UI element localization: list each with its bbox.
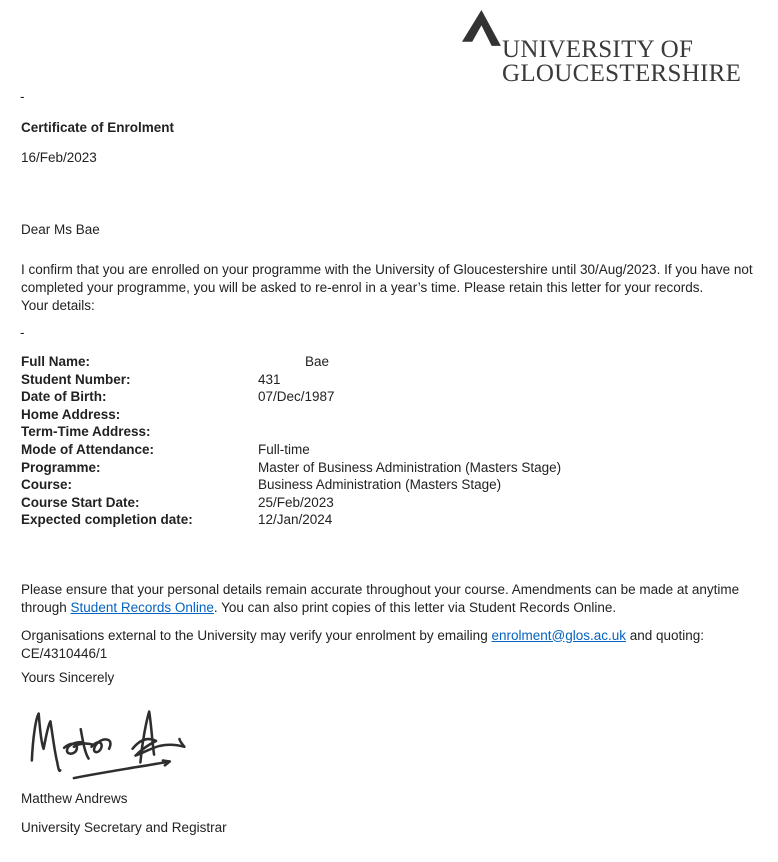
- detail-value: 431: [258, 371, 281, 387]
- detail-value: Full-time: [258, 441, 310, 457]
- letter-date: 16/Feb/2023: [21, 150, 97, 165]
- university-logo-chevron-icon: [462, 10, 506, 50]
- details-row: [21, 494, 758, 512]
- logo-line2: GLOUCESTERSHIRE: [502, 60, 742, 87]
- detail-label: Full Name:: [21, 354, 91, 369]
- signatory-name: Matthew Andrews: [21, 791, 128, 806]
- student-records-online-link[interactable]: Student Records Online: [70, 599, 214, 615]
- details-row: [21, 459, 758, 477]
- details-row: [21, 353, 758, 371]
- details-row: [21, 388, 758, 406]
- detail-label: Course Start Date:: [21, 494, 140, 510]
- detail-value: [258, 406, 758, 424]
- detail-value: Business Administration (Masters Stage): [258, 477, 502, 493]
- detail-label: Home Address:: [21, 406, 121, 422]
- detail-value: 25/Feb/2023: [258, 494, 334, 510]
- detail-value: Bae: [305, 354, 330, 369]
- verification-paragraph: [21, 627, 758, 663]
- records-text-pre: Please ensure that your personal details remain accurate throughout your course. Amendments can be made at anytime through: [21, 581, 740, 615]
- details-row: [21, 476, 758, 494]
- signatory-title: University Secretary and Registrar: [21, 820, 227, 835]
- logo-line1: UNIVERSITY OF: [502, 36, 694, 63]
- salutation: Dear Ms Bae: [21, 222, 100, 237]
- records-text-post: . You can also print copies of this letter via Student Records Online.: [213, 599, 617, 615]
- details-row: [21, 406, 758, 424]
- enrolment-email-link[interactable]: enrolment@glos.ac.uk: [491, 627, 626, 643]
- letter-title: Certificate of Enrolment: [21, 120, 175, 135]
- detail-label: Term-Time Address:: [21, 424, 151, 440]
- details-heading: Your details:: [21, 298, 95, 313]
- records-paragraph: [21, 581, 758, 617]
- university-logo-wordmark: [502, 38, 741, 86]
- verify-text-pre: Organisations external to the University may verify your enrolment by emailing: [21, 627, 492, 643]
- redacted-dash-details: -: [20, 325, 25, 340]
- verify-text-post: and quoting: CE/4310446/1: [21, 627, 705, 661]
- redacted-dash-top: -: [20, 89, 25, 104]
- details-row: [21, 441, 758, 459]
- detail-value: [258, 423, 758, 441]
- detail-label: Date of Birth:: [21, 389, 107, 405]
- detail-label: Course:: [21, 477, 73, 493]
- detail-label: Expected completion date:: [21, 512, 193, 528]
- valediction: Yours Sincerely: [21, 670, 115, 685]
- detail-value: Master of Business Administration (Masters Stage): [258, 459, 562, 475]
- details-row: [21, 423, 758, 441]
- detail-label: Mode of Attendance:: [21, 441, 154, 457]
- details-row: [21, 371, 758, 389]
- intro-paragraph: I confirm that you are enrolled on your programme with the University of Gloucestershire until 30/Aug/2023. If you have not completed your programme, you will be asked to re-enrol in a year’s time. Please retain this letter for your records.: [21, 261, 753, 295]
- detail-value: 07/Dec/1987: [258, 389, 335, 405]
- detail-value: 12/Jan/2024: [258, 512, 333, 528]
- details-row: [21, 511, 758, 529]
- detail-label: Student Number:: [21, 371, 131, 387]
- handwritten-signature: [24, 694, 202, 782]
- detail-label: Programme:: [21, 459, 101, 475]
- details-table: [21, 353, 758, 529]
